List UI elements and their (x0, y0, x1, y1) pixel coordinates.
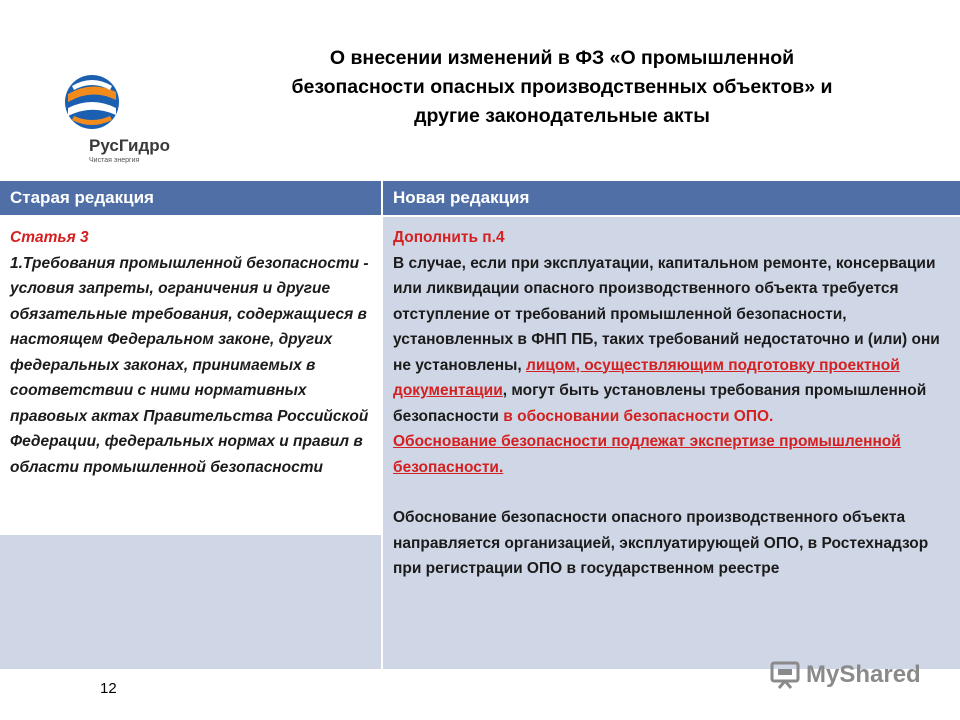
old-edition-cell (0, 217, 381, 535)
comparison-table (0, 181, 960, 669)
presentation-icon (770, 661, 800, 689)
header-old-edition: Старая редакция (0, 181, 381, 215)
new-p1-text: В случае, если при эксплуатации, капитальном ремонте, консервации или ликвидации опасного производственного объекта требуется отступление от требований промышленной безопасности, установленных в ФНП ПБ, таких требований недостаточно и (или) они не установлены, (393, 254, 940, 374)
header-new-edition: Новая редакция (383, 181, 960, 215)
brand-name: РусГидро (89, 136, 171, 155)
slide-title: О внесении изменений в ФЗ «О промышленной безопасности опасных производственных объектов» и другие законодательные акты (291, 47, 833, 127)
new-paragraph-1 (393, 251, 954, 430)
new-edition-cell (383, 217, 960, 669)
page-number: 12 (100, 680, 117, 697)
old-edition-empty-area (0, 535, 381, 669)
new-p1-after: , могут быть установлены требования промышленной безопасности (393, 382, 927, 425)
new-p1-highlight: лицом, осуществляющим подготовку проектной документации (393, 356, 900, 399)
old-article-text: 1.Требования промышленной безопасности - условия запреты, ограничения и другие обязательные требования, содержащиеся в настоящем Федеральном законе, других федеральных законах, принимаемых в соответствии с ними нормативных правовых актах Правительства Российской Федерации, федеральных нормах и правил в области промышленной безопасности (10, 254, 369, 476)
watermark-text: MyShared (806, 661, 921, 688)
column-divider (381, 181, 383, 669)
watermark (770, 655, 921, 695)
new-p1-end: в обосновании безопасности ОПО. (503, 407, 774, 425)
new-paragraph-2: Обоснование безопасности подлежат экспертизе промышленной безопасности. (393, 433, 901, 476)
rushydro-logo-icon (62, 72, 122, 132)
new-paragraph-3: Обоснование безопасности опасного производственного объекта направляется организацией, эксплуатирующей ОПО, в Ростехнадзор при регистрации ОПО в государственном реестре (393, 509, 929, 577)
old-article-label: Статья 3 (10, 229, 89, 246)
new-heading: Дополнить п.4 (393, 229, 505, 246)
brand-tagline: Чистая энергия (89, 157, 140, 164)
